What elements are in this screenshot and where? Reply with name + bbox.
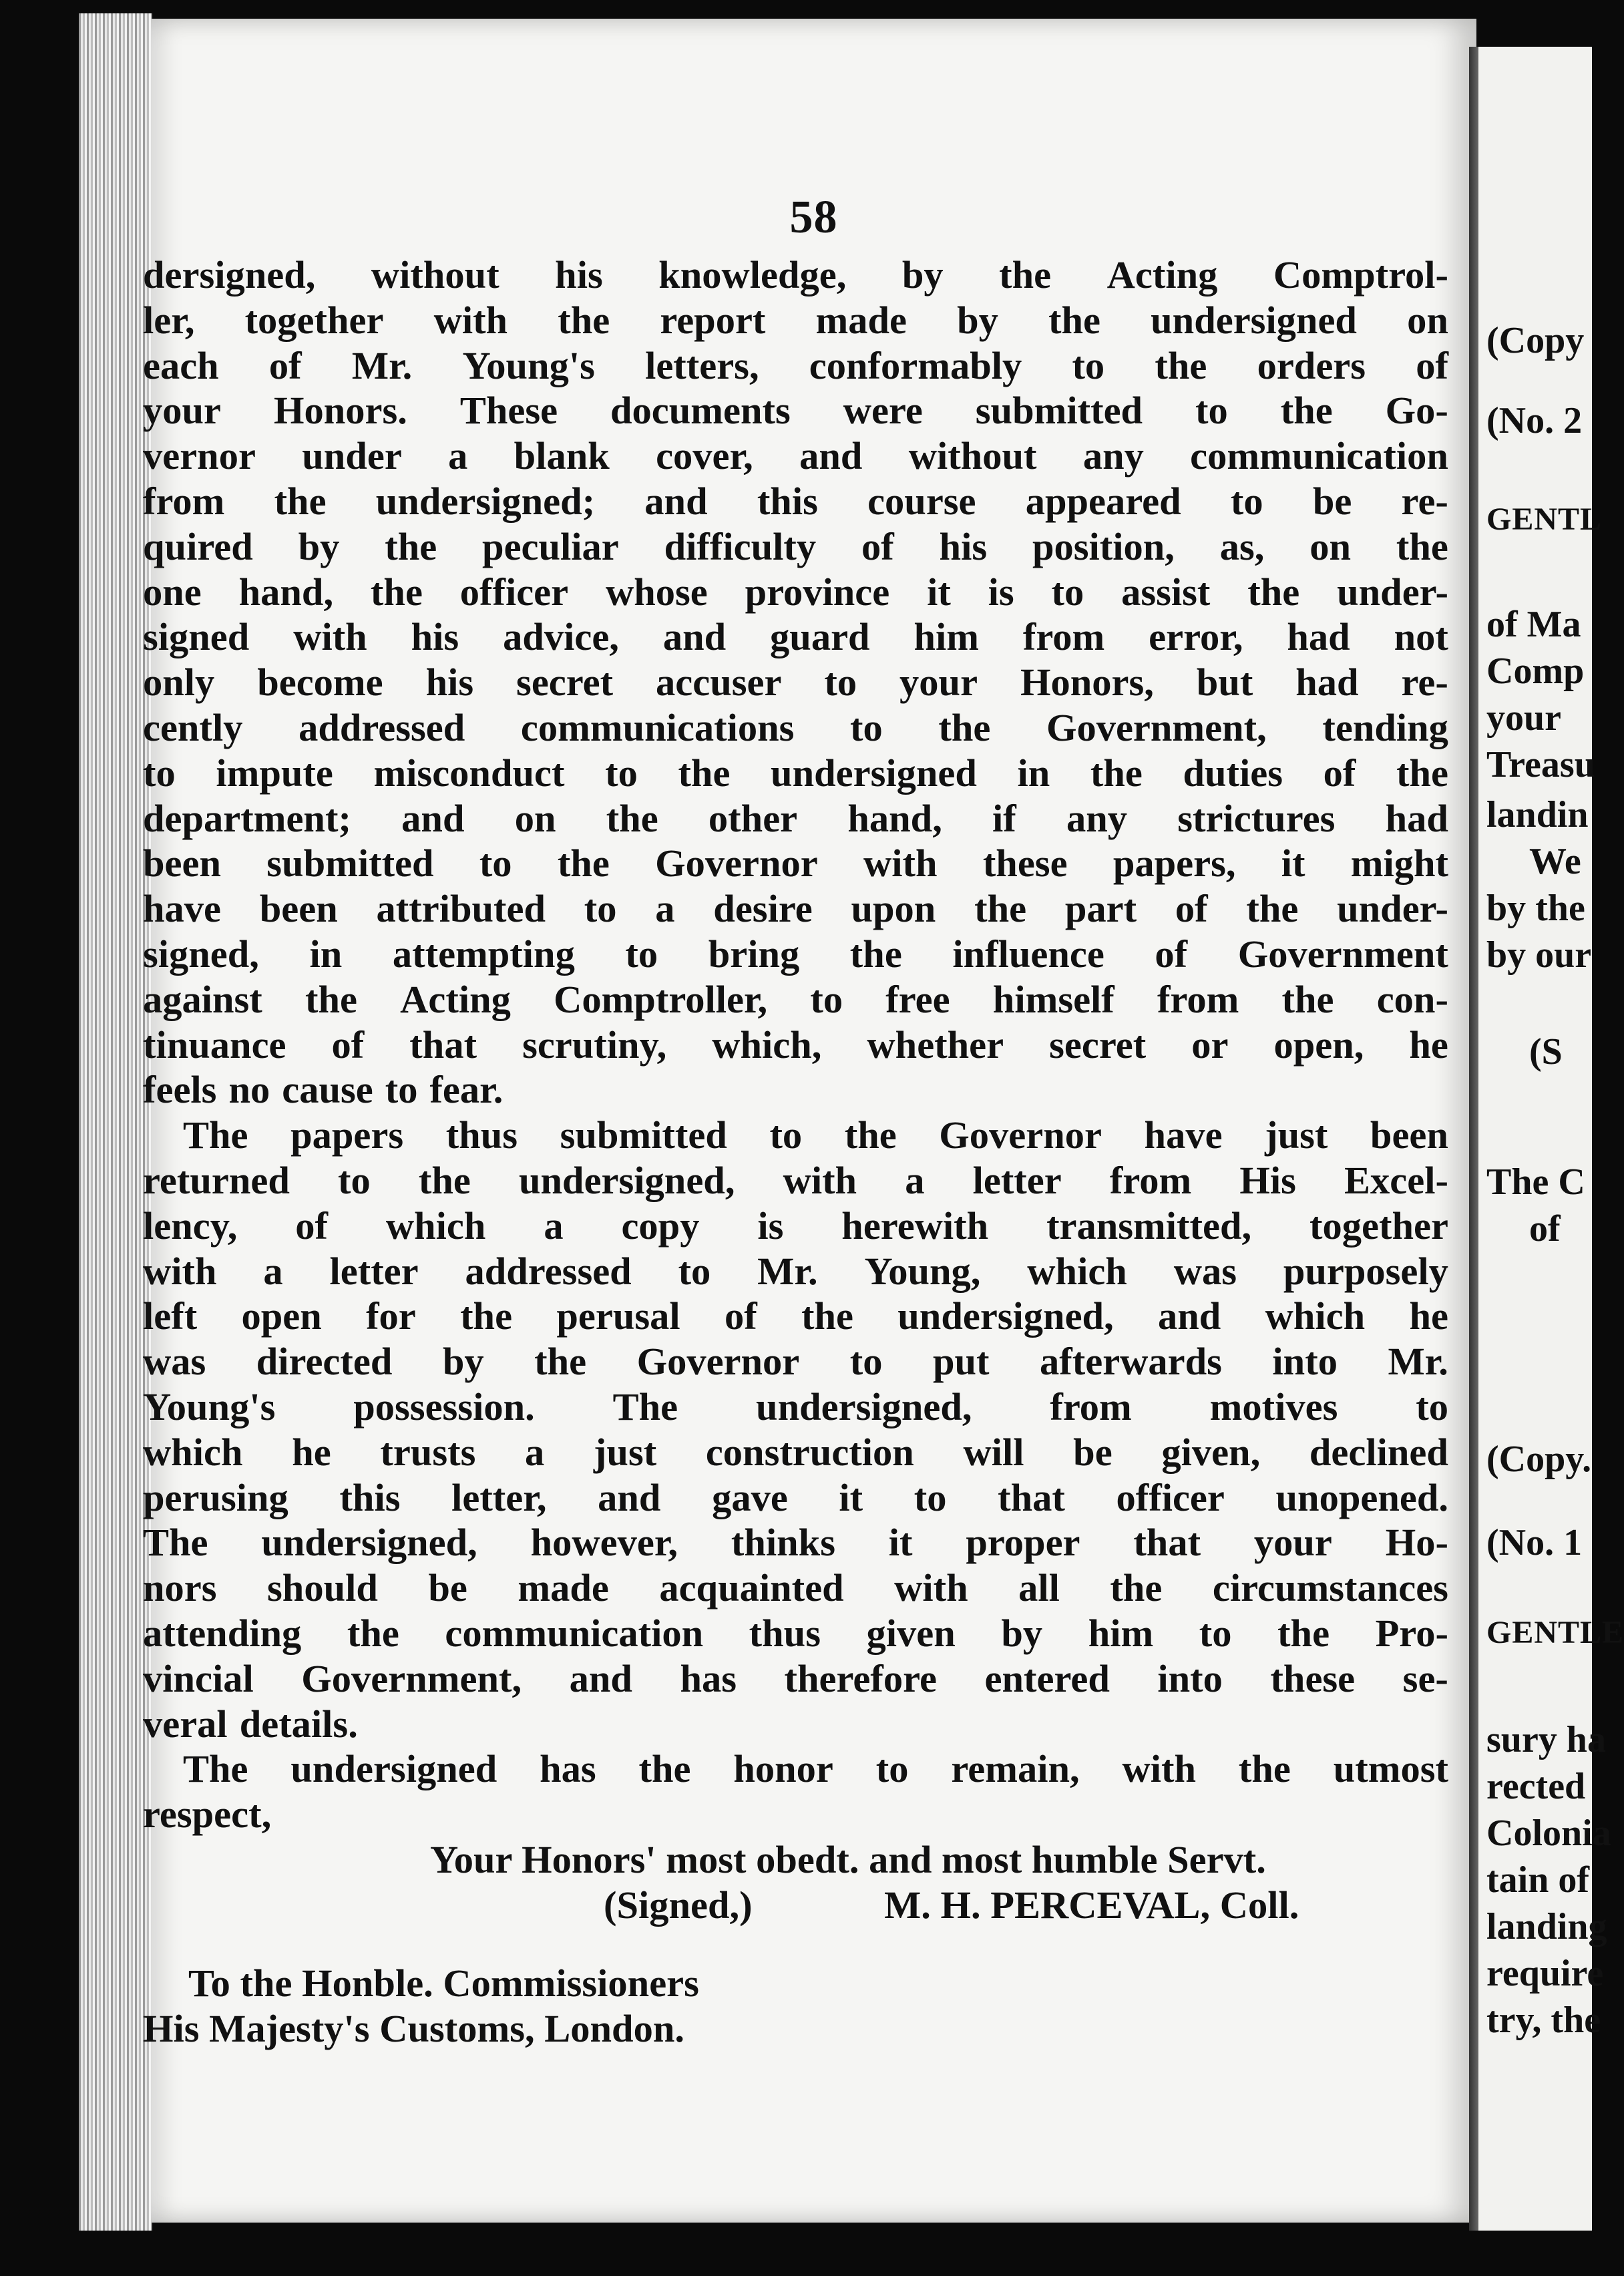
facing-page-fragment: your <box>1486 697 1561 739</box>
text-line: dersigned, without his knowledge, by the Acting Comptrol- <box>143 253 1448 297</box>
text-line: department; and on the other hand, if any strictures had <box>143 796 1448 840</box>
facing-page-fragment: of <box>1529 1208 1561 1250</box>
text-line: Young's possession. The undersigned, from motives to <box>143 1384 1448 1429</box>
text-line: signed with his advice, and guard him from error, had not <box>143 615 1448 659</box>
facing-page-fragment: landin <box>1486 794 1589 835</box>
signatory-name: M. H. PERCEVAL, Coll. <box>884 1883 1299 1927</box>
text-line: lency, of which a copy is herewith transmitted, together <box>143 1203 1448 1248</box>
facing-page-fragment: We <box>1529 841 1581 882</box>
text-line: against the Acting Comptroller, to free himself from the con- <box>143 977 1448 1021</box>
text-line: veral details. <box>143 1702 358 1746</box>
text-line: feels no cause to fear. <box>143 1068 503 1112</box>
facing-page-fragment: sury ha <box>1486 1719 1606 1760</box>
facing-page-fragment: (No. 1 <box>1486 1522 1583 1563</box>
facing-page-fragment: by our <box>1486 934 1592 976</box>
text-line: from the undersigned; and this course appeared to be re- <box>143 479 1448 523</box>
facing-page-fragment: tain of <box>1486 1859 1589 1901</box>
text-line: vernor under a blank cover, and without any communication <box>143 434 1448 478</box>
text-line: respect, <box>143 1792 272 1837</box>
text-line: left open for the perusal of the undersigned, and which he <box>143 1294 1448 1338</box>
text-line: quired by the peculiar difficulty of his position, as, on the <box>143 524 1448 568</box>
text-line: attending the communication thus given by him to the Pro- <box>143 1611 1448 1655</box>
facing-page-fragment: (No. 2 <box>1486 400 1583 441</box>
facing-page-fragment: Comp <box>1486 650 1585 692</box>
facing-page-fragment: GENTLE <box>1486 1615 1624 1650</box>
facing-page-fragment: Colonia <box>1486 1813 1611 1854</box>
addressee <box>143 1961 1448 2052</box>
facing-page-fragment: The C <box>1486 1161 1585 1203</box>
text-line: perusing this letter, and gave it to that officer unopened. <box>143 1475 1448 1519</box>
text-line: have been attributed to a desire upon the part of the under- <box>143 887 1448 931</box>
facing-page-fragment: (Copy. <box>1486 1439 1592 1480</box>
facing-page <box>1478 47 1624 2231</box>
signature-line <box>143 1883 1448 1928</box>
facing-page-fragment: by the <box>1486 888 1585 929</box>
facing-page-fragment: require <box>1486 1953 1604 1994</box>
text-line: one hand, the officer whose province it is to assist the under- <box>143 570 1448 614</box>
text-line: with a letter addressed to Mr. Young, which was purposely <box>143 1249 1448 1293</box>
signed-mark: (Signed,) <box>604 1883 753 1927</box>
text-line: nors should be made acquainted with all the circumstances <box>143 1566 1448 1610</box>
valediction: Your Honors' most obedt. and most humble Servt. <box>430 1837 1266 1881</box>
text-line: The undersigned, however, thinks it proper that your Ho- <box>143 1521 1448 1565</box>
facing-page-fragment: (S <box>1529 1031 1563 1073</box>
facing-page-fragment: GENTL <box>1486 502 1603 537</box>
text-line: each of Mr. Young's letters, conformably to the orders of <box>143 343 1448 387</box>
text-line: ler, together with the report made by the undersigned on <box>143 298 1448 342</box>
page-number: 58 <box>789 192 838 243</box>
facing-page-fragment: try, the <box>1486 2000 1601 2041</box>
addressee-line-2: His Majesty's Customs, London. <box>143 2007 684 2051</box>
text-line: only become his secret accuser to your Honors, but had re- <box>143 660 1448 705</box>
text-line: to impute misconduct to the undersigned in the duties of the <box>143 751 1448 795</box>
facing-page-fragment: of Ma <box>1486 604 1581 645</box>
text-line: was directed by the Governor to put afterwards into Mr. <box>143 1340 1448 1384</box>
letter-body <box>143 252 1448 2052</box>
addressee-line-1: To the Honble. Commissioners <box>188 1961 699 2006</box>
text-line: signed, in attempting to bring the influence of Government <box>143 932 1448 976</box>
text-line: your Honors. These documents were submitted to the Go- <box>143 389 1448 433</box>
text-line: The papers thus submitted to the Governor have just been <box>183 1113 1448 1157</box>
text-line: which he trusts a just construction will be given, declined <box>143 1430 1448 1474</box>
facing-page-fragment: (Copy <box>1486 320 1585 361</box>
text-line: been submitted to the Governor with these papers, it might <box>143 841 1448 886</box>
facing-page-fragment: rected <box>1486 1766 1586 1807</box>
text-line: returned to the undersigned, with a letter from His Excel- <box>143 1158 1448 1202</box>
letter-paragraphs <box>143 252 1448 1837</box>
text-line: cently addressed communications to the Government, tending <box>143 705 1448 749</box>
text-line: vincial Government, and has therefore entered into these se- <box>143 1656 1448 1700</box>
facing-page-fragment: landing <box>1486 1906 1607 1947</box>
page-edges <box>79 13 152 2231</box>
text-line: The undersigned has the honor to remain, with the utmost <box>183 1747 1448 1791</box>
facing-page-fragment: Treasu <box>1486 744 1595 785</box>
text-line: tinuance of that scrutiny, which, whether secret or open, he <box>143 1022 1448 1067</box>
